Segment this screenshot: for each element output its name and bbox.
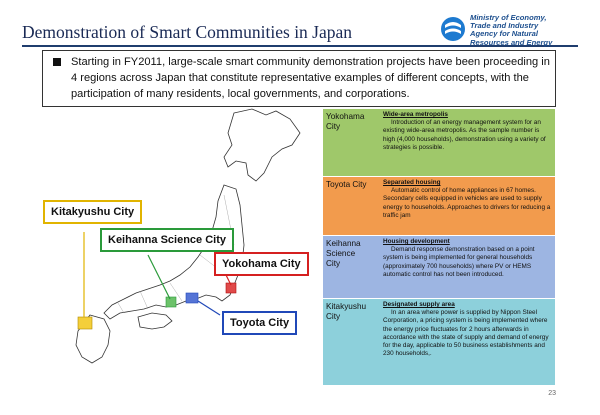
hokkaido-region [224,109,300,181]
table-row [323,176,555,236]
row-city: Yokohama City [326,112,365,131]
row-heading: Wide-area metropolis [383,111,448,118]
keihanna-area [166,297,176,307]
label-toyota: Toyota City [222,311,297,335]
row-city: Keihanna Science City [326,239,361,268]
shikoku-region [138,313,172,329]
row-description [383,238,553,279]
row-description [383,179,553,220]
row-heading: Separated housing [383,179,441,186]
row-description [383,301,553,358]
row-body: In an area where power is supplied by Nippon Steel Corporation, a pricing system is being implemented where the energy price fluctuates for 2 hours afterwards in accordance with the state of supply and demand of energy for the day, applicable to 50 business establishments and 230 households,. [383,309,549,358]
toyota-leader [198,301,220,315]
row-city: Toyota City [326,180,367,189]
row-body: Demand response demonstration based on a point system is being implemented for general households (approximately 700 households) where PV or HEMS automatic control has not been introduced. [383,246,535,278]
square-bullet-icon [53,58,61,66]
row-heading: Designated supply area [383,301,455,308]
intro-text: Starting in FY2011, large-scale smart community demonstration projects have been proceeding in 4 regions across Japan that constitute representative examples of different concepts, with the participation of many residents, local governments, and corporations. [71,56,550,100]
intro-box [42,50,556,107]
row-heading: Housing development [383,238,450,245]
label-kitakyushu: Kitakyushu City [43,200,142,224]
ministry-logo-icon [440,16,466,42]
label-yokohama: Yokohama City [214,252,309,276]
toyota-area [186,293,198,303]
projects-table [323,108,555,384]
row-body: Automatic control of home appliances in 67 homes. Secondary cells equipped in vehicles are used to supply energy to households. Approaches to drivers for reducing a traffic jam [383,187,551,219]
ministry-name: Ministry of Economy, Trade and Industry Agency for Natural Resources and Energy [470,13,553,47]
ministry-logo [440,14,590,50]
kitakyushu-area [78,317,92,329]
table-row [323,235,555,299]
page-title: Demonstration of Smart Communities in Japan [22,22,353,42]
table-row [323,298,555,385]
page-number: 23 [548,390,556,397]
table-row [323,108,555,177]
row-body: Introduction of an energy management system for an existing wide-area metropolis. As the sample number is high (4,000 households), demonstration using a variety of strategies is possible. [383,119,546,151]
label-keihanna: Keihanna Science City [100,228,234,252]
row-city: Kitakyushu City [326,302,367,321]
row-description [383,111,553,152]
